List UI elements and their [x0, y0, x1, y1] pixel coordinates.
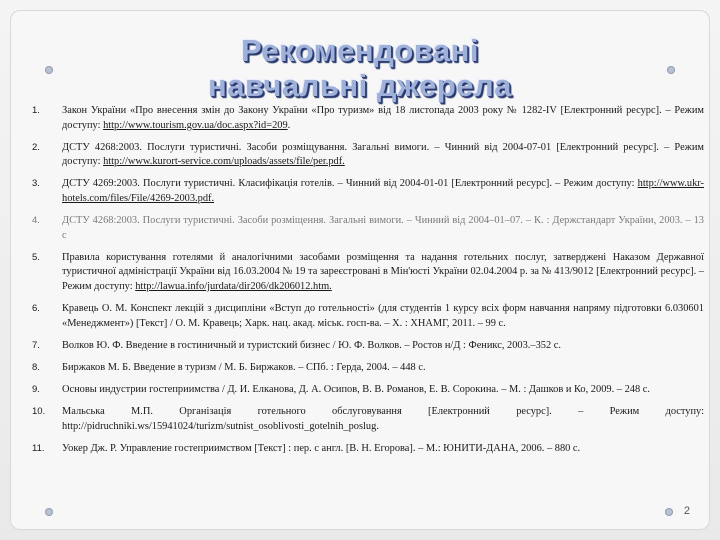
reference-number: 10. — [32, 406, 46, 417]
corner-dot-bottom-left — [46, 509, 52, 515]
reference-text: Закон України «Про внесення змін до Закону України «Про туризм» від 18 листопада 2003 року № 1282-IV [Електронний ресурс]. – Режим доступу: http://www.tourism.gov.ua/doc.aspx?id=209. — [62, 105, 704, 131]
reference-text: Правила користування готелями й аналогічними засобами розміщення та надання готельних послуг, затверджені Наказом Державної туристичної адміністрації України від 16.03.2004 № 19 та зареєстровані в Мін'юсті України 02.04.2004 р. за № 413/9012 [Електронний ресурс]. – Режим доступу: http://lawua.info/jurdata/dir206/dk206012.htm. — [62, 251, 704, 292]
reference-number: 6. — [32, 303, 40, 315]
reference-list — [32, 104, 704, 464]
reference-number: 4. — [32, 215, 40, 227]
reference-number: 11. — [32, 442, 45, 454]
reference-text: Биржаков М. Б. Введение в туризм / М. Б. Биржаков. – СПб. : Герда, 2004. – 448 с. — [62, 361, 426, 373]
reference-text: ДСТУ 4269:2003. Послуги туристичні. Класифікація готелів. – Чинний від 2004-01-01 [Електронний ресурс]. – Режим доступу: http://www.ukr-hotels.com/files/File/4269-2003.pdf. — [62, 178, 704, 204]
slide-title — [0, 33, 720, 103]
reference-number: 3. — [32, 178, 40, 190]
reference-text: ДСТУ 4268:2003. Послуги туристичні. Засоби розміщування. Загальні вимоги. – Чинний від 2004-07-01 [Електронний ресурс]. – Режим доступу: http://www.kurort-service.com/uploads/assets/file/per.pdf. — [62, 141, 704, 168]
reference-text: Основы индустрии гостеприимства / Д. И. Елканова, Д. А. Осипов, В. В. Романов, Е. В. Сорокина. – М. : Дашков и Ко, 2009. – 248 с. — [62, 383, 650, 395]
corner-dot-bottom-right — [666, 509, 672, 515]
reference-link[interactable]: http://www.ukr-hotels.com/files/File/4269-2003.pdf. — [62, 178, 704, 204]
reference-number: 5. — [32, 251, 40, 263]
reference-text: Кравець О. М. Конспект лекцій з дисципліни «Вступ до готельності» (для студентів 1 курсу всіх форм навчання напряму підготовки 6.030601 «Менеджмент») [Текст] / О. М. Кравець; Харк. нац. акад. міськ. госп-ва. – Х. : ХНАМГ, 2011. – 99 с. — [62, 303, 704, 329]
reference-link[interactable]: http://www.kurort-service.com/uploads/assets/file/per.pdf. — [103, 156, 345, 168]
page-number: 2 — [683, 505, 690, 517]
title-line-2: навчальні джерела — [208, 68, 512, 103]
reference-item — [32, 251, 704, 295]
corner-dot-top-right — [668, 67, 674, 73]
reference-text: Волков Ю. Ф. Введение в гостиничный и туристский бизнес / Ю. Ф. Волков. – Ростов н/Д : Феникс, 2003.–352 с. — [62, 339, 561, 351]
reference-number: 7. — [32, 339, 40, 351]
reference-item — [32, 442, 704, 457]
reference-item — [32, 214, 704, 243]
reference-number: 2. — [32, 141, 40, 153]
reference-item — [32, 177, 704, 206]
reference-link[interactable]: http://lawua.info/jurdata/dir206/dk206012.htm. — [135, 280, 332, 292]
reference-item — [32, 141, 704, 170]
corner-dot-top-left — [46, 67, 52, 73]
reference-number: 9. — [32, 383, 40, 395]
reference-text: Уокер Дж. Р. Управление гостеприимством [Текст] : пер. с англ. [В. Н. Егорова]. – М.: ЮНИТИ-ДАНА, 2006. – 880 с. — [62, 442, 581, 454]
reference-item — [32, 339, 704, 354]
reference-text: Мальська М.П. Організація готельного обслуговування [Електронний ресурс]. – Режим доступу: http://pidruchniki.ws/15941024/turizm/sutnist_osoblivosti_gotelnih_poslug. — [62, 406, 704, 432]
reference-item — [32, 405, 704, 434]
reference-text: ДСТУ 4268:2003. Послуги туристичні. Засоби розміщення. Загальні вимоги. – Чинний від 2004–01–07. – К. : Держстандарт України, 2003. – 13 с — [62, 215, 704, 241]
title-line-1: Рекомендовані — [240, 33, 480, 68]
reference-item — [32, 361, 704, 376]
reference-link[interactable]: http://www.tourism.gov.ua/doc.aspx?id=209 — [103, 119, 288, 131]
reference-number: 1. — [32, 105, 40, 116]
reference-item — [32, 383, 704, 398]
reference-item — [32, 104, 704, 133]
reference-item — [32, 302, 704, 331]
reference-number: 8. — [32, 361, 40, 373]
